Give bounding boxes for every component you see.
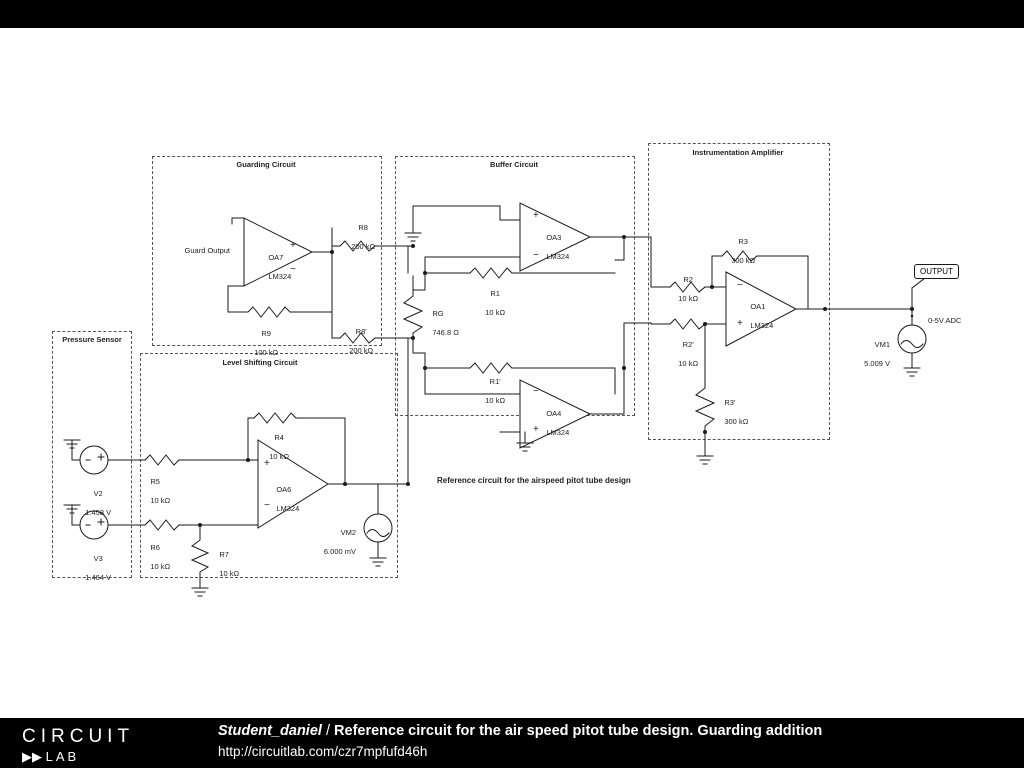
credit-separator: / — [325, 723, 330, 739]
resistor-value-r9: 100 kΩ — [254, 348, 279, 358]
opamp-name-oa7: OA7 — [268, 253, 284, 263]
resistor-name-r2p: R2' — [682, 340, 694, 350]
resistor-label-r7 — [211, 541, 239, 588]
resistor-name-r6: R6 — [150, 543, 160, 553]
resistor-name-r1: R1 — [490, 289, 500, 299]
junction-dot — [423, 271, 427, 275]
opamp-label-oa7 — [260, 244, 291, 291]
resistor-label-r1 — [462, 280, 520, 327]
oa1-minus-sign: − — [737, 280, 743, 291]
resistor-name-r8: R8 — [358, 223, 368, 233]
resistor-label-r3p — [716, 389, 748, 436]
opamp-part-oa7: LM324 — [268, 272, 292, 282]
logo-line-1: CIRCUIT — [22, 726, 135, 747]
meter-label-vm1 — [838, 331, 890, 378]
resistor-value-rg: 746.8 Ω — [432, 328, 459, 338]
resistor-label-rg — [424, 300, 459, 347]
resistor-label-r8 — [330, 214, 388, 261]
credit-line — [218, 723, 822, 739]
opamp-name-oa1: OA1 — [750, 302, 766, 312]
opamp-part-oa3: LM324 — [546, 252, 570, 262]
resistor-label-r9 — [232, 320, 292, 367]
resistor-value-r4: 10 kΩ — [269, 452, 290, 462]
resistor-name-r8p: R8' — [355, 327, 367, 337]
resistor-value-r3: 300 kΩ — [731, 256, 756, 266]
resistor-value-r1: 10 kΩ — [485, 308, 506, 318]
oa6-plus-sign: + — [264, 458, 270, 469]
meter-label-vm2 — [304, 519, 356, 566]
junction-dot — [406, 482, 410, 486]
opamp-label-oa1 — [742, 293, 773, 340]
oa7-minus-sign: − — [290, 264, 296, 275]
schematic-caption: Reference circuit for the airspeed pitot tube design — [437, 476, 631, 485]
oa7-plus-sign: + — [290, 240, 296, 251]
port-label-guard-output: Guard Output — [184, 246, 230, 255]
circuitlab-logo — [22, 726, 134, 765]
resistor-name-r4: R4 — [274, 433, 284, 443]
junction-dot — [823, 307, 827, 311]
logo-line-2: ▶▶ LAB — [22, 749, 80, 764]
circuit-url[interactable]: http://circuitlab.com/czr7mpfufd46h — [218, 744, 428, 759]
resistor-label-r6 — [142, 534, 170, 581]
resistor-value-r1p: 10 kΩ — [485, 396, 506, 406]
group-label-buffer: Buffer Circuit — [490, 160, 538, 169]
source-label-v3 — [64, 545, 124, 592]
opamp-label-oa4 — [538, 400, 569, 447]
junction-dot — [411, 336, 415, 340]
resistor-value-r8: 200 kΩ — [351, 242, 376, 252]
meter-value-vm2: 6.000 mV — [323, 547, 356, 557]
source-name-v2: V2 — [93, 489, 103, 499]
resistor-name-r2: R2 — [683, 275, 693, 285]
resistor-name-r1p: R1' — [489, 377, 501, 387]
oa6-minus-sign: − — [264, 500, 270, 511]
junction-dot — [423, 366, 427, 370]
group-label-level-shifting: Level Shifting Circuit — [222, 358, 298, 367]
junction-dot — [343, 482, 347, 486]
schematic-canvas — [0, 28, 1024, 718]
junction-dot — [411, 244, 415, 248]
resistor-label-r5 — [142, 468, 170, 515]
source-value-v3: 1.464 V — [85, 573, 112, 583]
top-bar — [0, 0, 1024, 28]
oa3-minus-sign: − — [533, 250, 539, 261]
source-label-v2 — [64, 480, 124, 527]
opamp-name-oa3: OA3 — [546, 233, 562, 243]
opamp-label-oa3 — [538, 224, 569, 271]
resistor-label-r8p — [328, 318, 386, 365]
meter-name-vm1: VM1 — [874, 340, 890, 350]
source-name-v3: V3 — [93, 554, 103, 564]
opamp-part-oa1: LM324 — [750, 321, 774, 331]
junction-dot — [703, 430, 707, 434]
footer-bar — [0, 718, 1024, 768]
group-label-instrumentation: Instrumentation Amplifier — [692, 148, 784, 157]
resistor-name-r7: R7 — [219, 550, 229, 560]
opamp-part-oa4: LM324 — [546, 428, 570, 438]
group-label-pressure-sensor: Pressure Sensor — [62, 335, 122, 344]
adc-range-label: 0-5V ADC — [928, 316, 962, 325]
oa4-minus-sign: − — [533, 386, 539, 397]
group-label-guarding: Guarding Circuit — [236, 160, 296, 169]
resistor-label-r3 — [710, 228, 768, 275]
resistor-label-r2p — [659, 331, 709, 378]
resistor-label-r4 — [246, 424, 304, 471]
resistor-label-r1p — [462, 368, 520, 415]
opamp-label-oa6 — [268, 476, 299, 523]
resistor-name-r9: R9 — [261, 329, 271, 339]
resistor-value-r5: 10 kΩ — [150, 496, 171, 506]
resistor-value-r2p: 10 kΩ — [678, 359, 699, 369]
resistor-value-r7: 10 kΩ — [219, 569, 240, 579]
opamp-name-oa4: OA4 — [546, 409, 562, 419]
resistor-value-r3p: 300 kΩ — [724, 417, 749, 427]
junction-dot — [703, 322, 707, 326]
meter-name-vm2: VM2 — [340, 528, 356, 538]
oa3-plus-sign: + — [533, 210, 539, 221]
resistor-value-r6: 10 kΩ — [150, 562, 171, 572]
resistor-name-r5: R5 — [150, 477, 160, 487]
opamp-name-oa6: OA6 — [276, 485, 292, 495]
resistor-name-rg: RG — [432, 309, 444, 319]
junction-dot — [622, 235, 626, 239]
resistor-name-r3p: R3' — [724, 398, 736, 408]
junction-dot — [710, 285, 714, 289]
output-port-box[interactable]: OUTPUT — [914, 264, 959, 279]
resistor-value-r8p: 200 kΩ — [349, 346, 374, 356]
resistor-value-r2: 10 kΩ — [678, 294, 699, 304]
junction-dot — [198, 523, 202, 527]
opamp-part-oa6: LM324 — [276, 504, 300, 514]
oa4-plus-sign: + — [533, 424, 539, 435]
junction-dot — [622, 366, 626, 370]
resistor-name-r3: R3 — [738, 237, 748, 247]
junction-dot — [910, 307, 914, 311]
meter-value-vm1: 5.009 V — [864, 359, 890, 369]
resistor-label-r2 — [659, 266, 709, 313]
circuit-title: Reference circuit for the air speed pitot tube design. Guarding addition — [334, 723, 823, 739]
author-name: Student_daniel — [218, 723, 322, 739]
oa1-plus-sign: + — [737, 318, 743, 329]
source-value-v2: 1.458 V — [85, 508, 112, 518]
